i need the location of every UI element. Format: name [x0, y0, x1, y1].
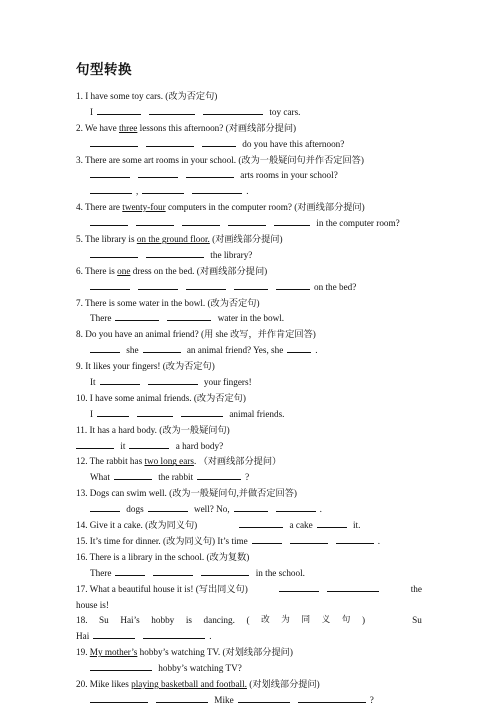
answer-blank[interactable]	[276, 502, 316, 512]
answer-blank[interactable]	[143, 343, 181, 353]
answer-blank[interactable]	[252, 534, 282, 544]
question-13: 13. Dogs can swim well. (改为一般疑问句,并做否定回答)	[76, 488, 297, 499]
answer-blank[interactable]	[228, 216, 266, 226]
answer-blank[interactable]	[203, 105, 263, 115]
answer-blank[interactable]	[192, 184, 242, 194]
answer-blank[interactable]	[129, 439, 169, 449]
question-14: 14. Give it a cake. (改为同义句) a cake it.	[76, 520, 361, 531]
answer-blank[interactable]	[181, 407, 223, 417]
question-15: 15. It’s time for dinner. (改为同义句) It’s time .	[76, 535, 381, 546]
question-20: 20. Mike likes playing basketball and football. (对划线部分提问)	[76, 678, 320, 689]
answer-10: I animal friends.	[90, 408, 285, 419]
question-17: 17. What a beautiful house it is! (写出同义句) the	[76, 583, 422, 594]
answer-blank[interactable]	[90, 137, 138, 147]
answer-blank[interactable]	[76, 439, 114, 449]
answer-12: What the rabbit ?	[90, 472, 250, 483]
answer-blank[interactable]	[238, 693, 290, 703]
question-11: 11. It has a hard body. (改为一般疑问句)	[76, 424, 230, 435]
answer-blank[interactable]	[239, 518, 283, 528]
answer-blank[interactable]	[115, 311, 159, 321]
answer-blank[interactable]	[149, 105, 195, 115]
answer-3b: , .	[76, 184, 422, 200]
answer-blank[interactable]	[156, 693, 208, 703]
question-8: 8. Do you have an animal friend? (用 she 改写，并作肯定回答)	[76, 329, 316, 340]
answer-blank[interactable]	[201, 566, 249, 576]
answer-blank[interactable]	[279, 582, 319, 592]
page-title: 句型转换	[76, 62, 132, 78]
answer-blank[interactable]	[234, 280, 268, 290]
question-16: 16. There is a library in the school. (改为复数)	[76, 551, 250, 562]
exercise-list	[76, 89, 422, 709]
answer-blank[interactable]	[90, 693, 148, 703]
question-9: 9. It likes your fingers! (改为否定句)	[76, 361, 215, 372]
answer-blank[interactable]	[276, 280, 310, 290]
answer-blank[interactable]	[146, 248, 204, 258]
question-3: 3. There are some art rooms in your school. (改为一般疑问句并作否定回答)	[76, 154, 364, 165]
question-2: 2. We have three lessons this afternoon? (对画线部分提问)	[76, 122, 297, 133]
answer-blank[interactable]	[317, 518, 347, 528]
answer-16: There in the school.	[90, 567, 305, 578]
answer-blank[interactable]	[90, 661, 152, 671]
answer-blank[interactable]	[90, 343, 120, 353]
answer-1: I toy cars.	[90, 106, 301, 117]
answer-7: There water in the bowl.	[90, 313, 285, 324]
answer-blank[interactable]	[274, 216, 310, 226]
answer-blank[interactable]	[234, 502, 268, 512]
answer-5: the library?	[76, 248, 422, 264]
question-19: 19. My mother’s hobby’s watching TV. (对划线部分提问)	[76, 647, 293, 658]
answer-blank[interactable]	[136, 216, 174, 226]
answer-17: house is!	[76, 599, 109, 610]
answer-blank[interactable]	[148, 502, 188, 512]
answer-blank[interactable]	[143, 629, 205, 639]
answer-blank[interactable]	[90, 216, 128, 226]
question-7: 7. There is some water in the bowl. (改为否定句)	[76, 297, 260, 308]
question-18: 18. Su Hai’s hobby is dancing. ( 改 为 同 义 句 ) Su	[76, 615, 422, 626]
answer-blank[interactable]	[186, 280, 226, 290]
answer-blank[interactable]	[115, 566, 145, 576]
answer-blank[interactable]	[114, 470, 152, 480]
answer-blank[interactable]	[290, 534, 328, 544]
answer-blank[interactable]	[93, 629, 135, 639]
answer-blank[interactable]	[137, 407, 173, 417]
question-10: 10. I have some animal friends. (改为否定句)	[76, 392, 246, 403]
answer-4: in the computer room?	[76, 216, 422, 232]
answer-blank[interactable]	[97, 105, 141, 115]
answer-13: dogs well? No, .	[76, 502, 422, 518]
answer-blank[interactable]	[298, 693, 366, 703]
answer-3a: arts rooms in your school?	[76, 168, 422, 184]
answer-19: hobby’s watching TV?	[76, 661, 422, 677]
answer-blank[interactable]	[90, 168, 130, 178]
question-6: 6. There is one dress on the bed. (对画线部分提问)	[76, 265, 268, 276]
answer-blank[interactable]	[142, 184, 184, 194]
answer-blank[interactable]	[138, 168, 178, 178]
answer-blank[interactable]	[90, 280, 130, 290]
answer-blank[interactable]	[90, 502, 120, 512]
answer-blank[interactable]	[146, 137, 194, 147]
answer-blank[interactable]	[327, 582, 379, 592]
question-5: 5. The library is on the ground floor. (对画线部分提问)	[76, 234, 283, 245]
question-4: 4. There are twenty-four computers in the computer room? (对画线部分提问)	[76, 202, 365, 213]
answer-blank[interactable]	[336, 534, 374, 544]
question-1: 1. I have some toy cars. (改为否定句)	[76, 91, 218, 101]
answer-blank[interactable]	[167, 311, 211, 321]
answer-2: do you have this afternoon?	[76, 137, 422, 153]
answer-11: it a hard body?	[76, 439, 422, 455]
question-12: 12. The rabbit has two long ears. （对画线部分提问）	[76, 456, 282, 467]
answer-blank[interactable]	[100, 375, 140, 385]
answer-blank[interactable]	[148, 375, 198, 385]
answer-blank[interactable]	[138, 280, 178, 290]
answer-blank[interactable]	[197, 470, 241, 480]
answer-blank[interactable]	[202, 137, 236, 147]
answer-8: she an animal friend? Yes, she .	[76, 343, 422, 359]
answer-blank[interactable]	[153, 566, 193, 576]
answer-18: Hai .	[76, 631, 212, 642]
answer-blank[interactable]	[287, 343, 311, 353]
answer-blank[interactable]	[90, 184, 132, 194]
answer-blank[interactable]	[90, 248, 138, 258]
answer-blank[interactable]	[186, 168, 234, 178]
answer-blank[interactable]	[97, 407, 129, 417]
answer-blank[interactable]	[182, 216, 220, 226]
answer-6: on the bed?	[76, 280, 422, 296]
answer-9: It your fingers!	[90, 377, 252, 388]
answer-20: Mike ?	[76, 693, 422, 709]
